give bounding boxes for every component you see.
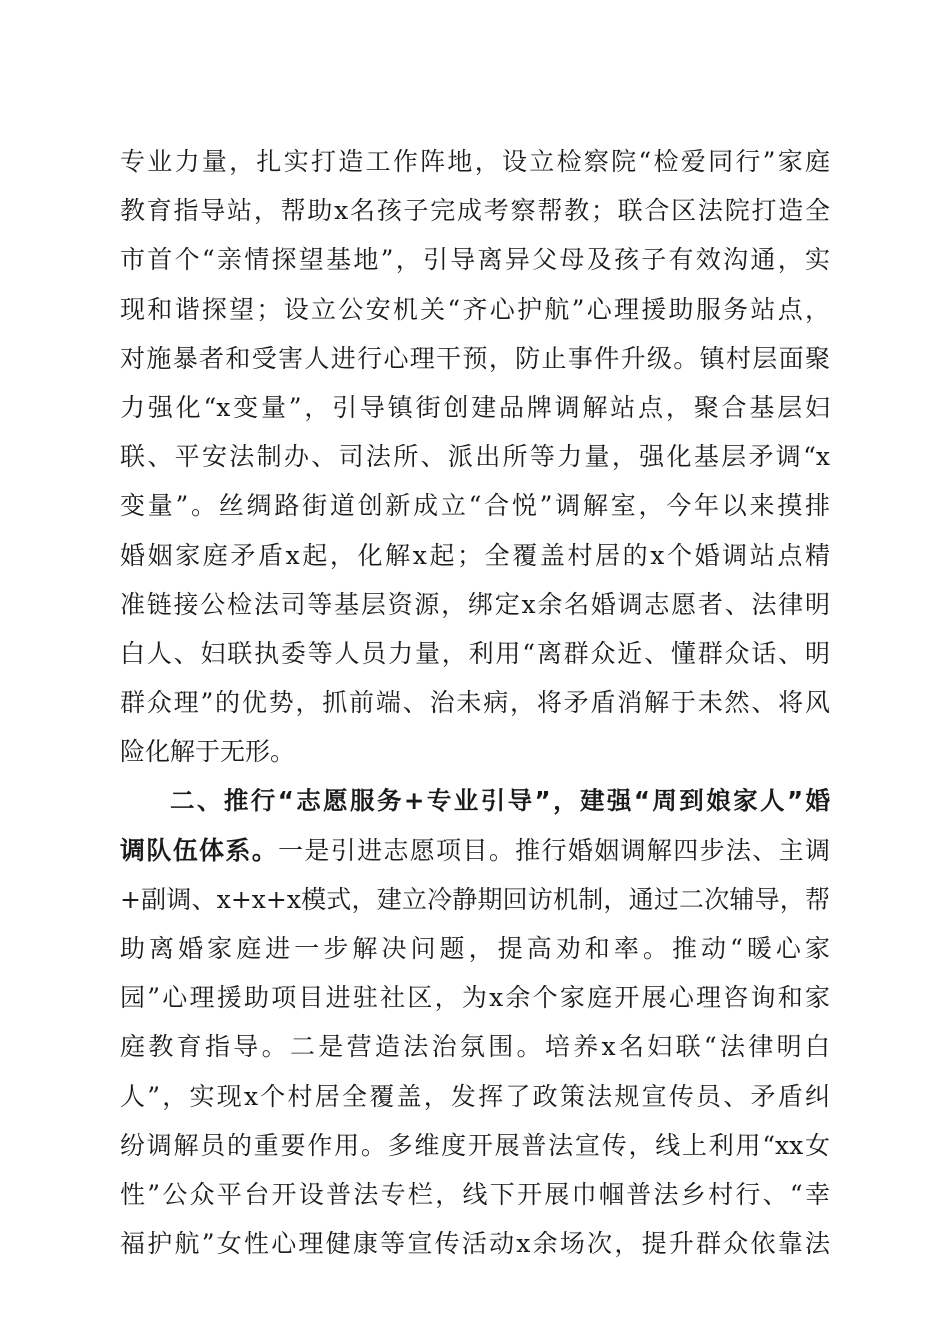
text-line: 变量”。丝绸路街道创新成立“合悦”调解室，今年以来摸排 [120,491,830,521]
text-line: 园”心理援助项目进驻社区，为x余个家庭开展心理咨询和家 [120,983,830,1013]
section-heading: 二、推行“志愿服务+专业引导”，建强“周到娘家人”婚 [170,786,830,816]
text-line: 专业力量，扎实打造工作阵地，设立检察院“检爱同行”家庭 [120,147,830,176]
section-heading-end: 调队伍体系。 [120,835,279,865]
paragraph-dispute-resolution [120,143,830,771]
text-line: 教育指导站，帮助x名孩子完成考察帮教；联合区法院打造全 [120,196,830,226]
text-line: 福护航”女性心理健康等宣传活动x余场次，提升群众依靠法 [120,1229,830,1259]
section-text: 一是引进志愿项目。推行婚姻调解四步法、主调 [278,835,830,865]
text-line: 纷调解员的重要作用。多维度开展普法宣传，线上利用“xx女 [120,1130,830,1160]
text-line: 人”，实现x个村居全覆盖，发挥了政策法规宣传员、矛盾纠 [120,1081,830,1111]
text-line: 力强化“x变量”，引导镇街创建品牌调解站点，聚合基层妇 [120,392,830,422]
text-line: +副调、x+x+x模式，建立冷静期回访机制，通过二次辅导，帮 [120,884,830,914]
text-line: 白人、妇联执委等人员力量，利用“离群众近、懂群众话、明 [120,638,830,668]
text-line: 群众理”的优势，抓前端、治未病，将矛盾消解于未然、将风 [120,688,830,718]
text-line: 助离婚家庭进一步解决问题，提高劝和率。推动“暖心家 [120,934,830,963]
text-line: 性”公众平台开设普法专栏，线下开展巾帼普法乡村行、“幸 [120,1179,830,1209]
paragraph-volunteer-team [120,782,830,1263]
body-text [120,143,830,1274]
text-line: 对施暴者和受害人进行心理干预，防止事件升级。镇村层面聚 [120,343,830,373]
text-line: 险化解于无形。 [120,737,296,767]
text-line: 婚姻家庭矛盾x起，化解x起；全覆盖村居的x个婚调站点精 [120,540,830,570]
section-heading-line [120,782,830,820]
text-line: 准链接公检法司等基层资源，绑定x余名婚调志愿者、法律明 [120,589,830,619]
text-line: 市首个“亲情探望基地”，引导离异父母及孩子有效沟通，实 [120,245,830,275]
text-line: 庭教育指导。二是营造法治氛围。培养x名妇联“法律明白 [120,1032,830,1062]
text-line: 现和谐探望；设立公安机关“齐心护航”心理援助服务站点， [120,294,830,324]
text-line [120,832,830,870]
text-line: 联、平安法制办、司法所、派出所等力量，强化基层矛调“x [120,442,830,472]
